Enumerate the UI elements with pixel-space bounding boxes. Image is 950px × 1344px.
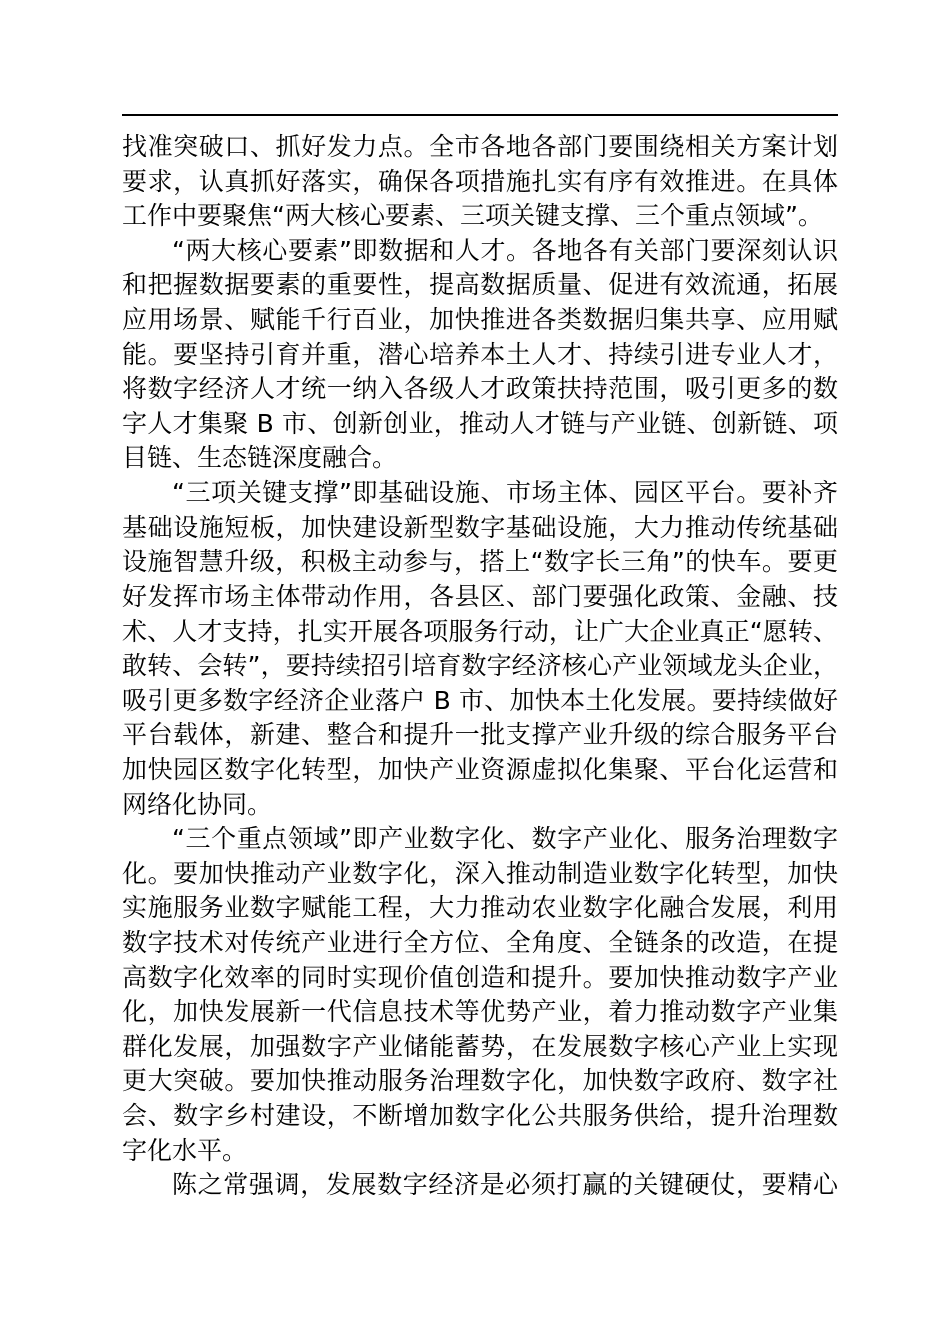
text-line: 字化水平。 bbox=[122, 1135, 248, 1165]
text-line: 敢转、会转”，要持续招引培育数字经济核心产业领域龙头企业， bbox=[122, 651, 838, 681]
text-line: 平台载体，新建、整合和提升一批支撑产业升级的综合服务平台 bbox=[122, 720, 838, 750]
text-line: 基础设施短板，加快建设新型数字基础设施，大力推动传统基础 bbox=[122, 512, 838, 542]
text-line: 要求，认真抓好落实，确保各项措施扎实有序有效推进。在具体 bbox=[122, 166, 838, 196]
text-line: 加快园区数字化转型，加快产业资源虚拟化集聚、平台化运营和 bbox=[122, 754, 838, 784]
paragraph-start-line: 陈之常强调，发展数字经济是必须打赢的关键硬仗，要精心 bbox=[172, 1170, 838, 1200]
text-line: 化，加快发展新一代信息技术等优势产业，着力推动数字产业集 bbox=[122, 997, 838, 1027]
text-line: 目链、生态链深度融合。 bbox=[122, 443, 398, 473]
text-line: 术、人才支持，扎实开展各项服务行动，让广大企业真正“愿转、 bbox=[122, 616, 838, 646]
text-line: 高数字化效率的同时实现价值创造和提升。要加快推动数字产业 bbox=[122, 962, 838, 992]
text-line: 网络化协同。 bbox=[122, 789, 273, 819]
paragraph-start-line: “三个重点领域”即产业数字化、数字产业化、服务治理数字 bbox=[172, 824, 838, 854]
text-line: 更大突破。要加快推动服务治理数字化，加快数字政府、数字社 bbox=[122, 1066, 838, 1096]
text-line: 能。要坚持引育并重，潜心培养本土人才、持续引进专业人才， bbox=[122, 339, 838, 369]
text-line: 群化发展，加强数字产业储能蓄势，在发展数字核心产业上实现 bbox=[122, 1031, 838, 1061]
text-line: 实施服务业数字赋能工程，大力推动农业数字化融合发展，利用 bbox=[122, 893, 838, 923]
text-line: 会、数字乡村建设，不断增加数字化公共服务供给，提升治理数 bbox=[122, 1101, 838, 1131]
text-line: 吸引更多数字经济企业落户 B 市、加快本土化发展。要持续做好 bbox=[122, 685, 838, 715]
text-line: 工作中要聚焦“两大核心要素、三项关键支撑、三个重点领域”。 bbox=[122, 201, 823, 231]
text-line: 字人才集聚 B 市、创新创业，推动人才链与产业链、创新链、项 bbox=[122, 408, 838, 438]
text-line: 化。要加快推动产业数字化，深入推动制造业数字化转型，加快 bbox=[122, 858, 838, 888]
paragraph-start-line: “两大核心要素”即数据和人才。各地各有关部门要深刻认识 bbox=[172, 235, 838, 265]
text-line: 和把握数据要素的重要性，提高数据质量、促进有效流通，拓展 bbox=[122, 270, 838, 300]
header-divider bbox=[122, 114, 838, 116]
text-line: 找准突破口、抓好发力点。全市各地各部门要围绕相关方案计划 bbox=[122, 132, 838, 161]
text-line: 好发挥市场主体带动作用，各县区、部门要强化政策、金融、技 bbox=[122, 581, 838, 611]
text-line: 将数字经济人才统一纳入各级人才政策扶持范围，吸引更多的数 bbox=[122, 374, 838, 404]
text-line: 数字技术对传统产业进行全方位、全角度、全链条的改造，在提 bbox=[122, 928, 838, 958]
text-line: 设施智慧升级，积极主动参与，搭上“数字长三角”的快车。要更 bbox=[122, 547, 838, 577]
paragraph-start-line: “三项关键支撑”即基础设施、市场主体、园区平台。要补齐 bbox=[172, 478, 838, 508]
text-line: 应用场景、赋能千行百业，加快推进各类数据归集共享、应用赋 bbox=[122, 305, 838, 335]
article-body bbox=[122, 130, 838, 1203]
